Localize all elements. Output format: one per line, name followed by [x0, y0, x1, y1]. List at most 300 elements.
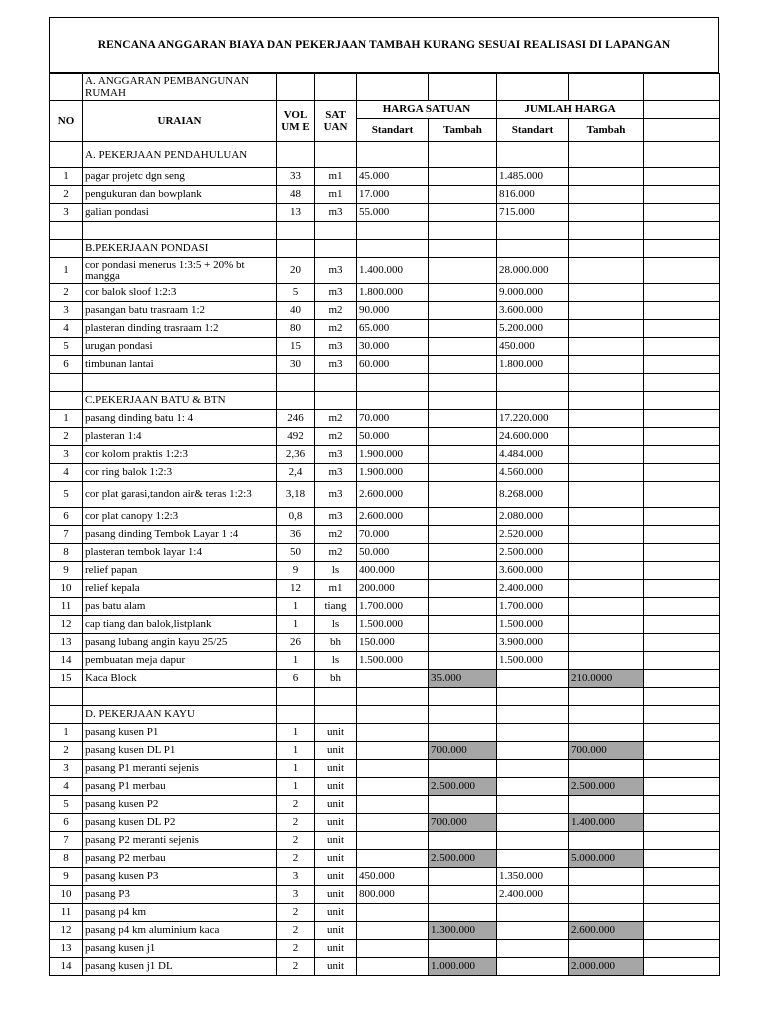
row-no: 11 [50, 598, 83, 616]
document-title [49, 17, 719, 73]
row-jumlah-tambah [569, 526, 644, 544]
row-uraian: pasang kusen j1 [83, 940, 277, 958]
row-uraian: pasang P2 meranti sejenis [83, 832, 277, 850]
row-harga-tambah [429, 186, 497, 204]
row-satuan: bh [315, 670, 357, 688]
empty-cell [644, 796, 720, 814]
row-uraian: pasang lubang angin kayu 25/25 [83, 634, 277, 652]
table-row [50, 670, 720, 688]
row-uraian: pasang p4 km [83, 904, 277, 922]
row-volume: 2 [277, 796, 315, 814]
empty-cell [315, 688, 357, 706]
row-harga-standart: 2.600.000 [357, 508, 429, 526]
row-volume: 15 [277, 338, 315, 356]
row-jumlah-tambah: 5.000.000 [569, 850, 644, 868]
row-volume: 1 [277, 742, 315, 760]
row-jumlah-standart: 3.600.000 [497, 302, 569, 320]
table-row [50, 796, 720, 814]
row-uraian: cor plat garasi,tandon air& teras 1:2:3 [83, 482, 277, 508]
row-satuan: unit [315, 868, 357, 886]
row-uraian: pasang kusen DL P2 [83, 814, 277, 832]
empty-cell [277, 374, 315, 392]
row-jumlah-standart [497, 814, 569, 832]
row-harga-standart: 2.600.000 [357, 482, 429, 508]
row-harga-tambah [429, 580, 497, 598]
row-no: 13 [50, 634, 83, 652]
empty-cell [644, 168, 720, 186]
row-satuan: unit [315, 832, 357, 850]
row-satuan: m1 [315, 168, 357, 186]
empty-cell [644, 832, 720, 850]
empty-cell [357, 222, 429, 240]
empty-cell [277, 706, 315, 724]
row-harga-standart [357, 778, 429, 796]
row-volume: 2 [277, 814, 315, 832]
row-jumlah-standart [497, 670, 569, 688]
row-jumlah-standart: 2.080.000 [497, 508, 569, 526]
row-jumlah-standart [497, 904, 569, 922]
row-uraian: pagar projetc dgn seng [83, 168, 277, 186]
row-harga-tambah [429, 940, 497, 958]
empty-cell [644, 742, 720, 760]
row-volume: 50 [277, 544, 315, 562]
row-jumlah-standart: 24.600.000 [497, 428, 569, 446]
row-satuan: m3 [315, 356, 357, 374]
row-volume: 2 [277, 832, 315, 850]
row-jumlah-standart [497, 760, 569, 778]
row-harga-tambah [429, 508, 497, 526]
empty-cell [50, 706, 83, 724]
row-satuan: m3 [315, 258, 357, 284]
empty-cell [315, 706, 357, 724]
row-satuan: tiang [315, 598, 357, 616]
row-jumlah-standart [497, 832, 569, 850]
empty-cell [277, 142, 315, 168]
row-volume: 9 [277, 562, 315, 580]
table-row [50, 338, 720, 356]
row-harga-standart [357, 922, 429, 940]
row-satuan: unit [315, 922, 357, 940]
row-jumlah-standart: 28.000.000 [497, 258, 569, 284]
row-satuan: m3 [315, 338, 357, 356]
row-harga-standart [357, 724, 429, 742]
empty-cell [569, 142, 644, 168]
row-jumlah-tambah [569, 904, 644, 922]
header-standart-hs: Standart [357, 119, 429, 142]
empty-cell [644, 222, 720, 240]
row-satuan: unit [315, 904, 357, 922]
row-jumlah-standart: 3.600.000 [497, 562, 569, 580]
row-harga-standart [357, 832, 429, 850]
row-volume: 1 [277, 652, 315, 670]
header-standart-jh: Standart [497, 119, 569, 142]
row-harga-tambah [429, 356, 497, 374]
row-no: 4 [50, 778, 83, 796]
row-jumlah-standart [497, 922, 569, 940]
row-no: 9 [50, 562, 83, 580]
empty-cell [497, 222, 569, 240]
row-harga-tambah [429, 868, 497, 886]
row-uraian: pasang kusen DL P1 [83, 742, 277, 760]
row-uraian: pasang dinding batu 1: 4 [83, 410, 277, 428]
row-jumlah-tambah [569, 760, 644, 778]
empty-cell [50, 392, 83, 410]
row-no: 10 [50, 886, 83, 904]
table-row [50, 508, 720, 526]
row-jumlah-tambah [569, 302, 644, 320]
empty-cell [644, 958, 720, 976]
row-harga-tambah [429, 284, 497, 302]
row-jumlah-standart: 8.268.000 [497, 482, 569, 508]
row-harga-tambah: 700.000 [429, 814, 497, 832]
empty-cell [644, 142, 720, 168]
row-harga-standart [357, 670, 429, 688]
empty-cell [644, 356, 720, 374]
row-harga-tambah [429, 204, 497, 222]
row-harga-tambah: 2.500.000 [429, 850, 497, 868]
empty-cell [644, 446, 720, 464]
empty-cell [644, 410, 720, 428]
row-volume: 5 [277, 284, 315, 302]
empty-cell [644, 392, 720, 410]
row-jumlah-tambah: 2.600.000 [569, 922, 644, 940]
row-harga-tambah [429, 562, 497, 580]
table-row [50, 886, 720, 904]
empty-cell [50, 142, 83, 168]
empty-cell [315, 142, 357, 168]
row-harga-standart: 1.500.000 [357, 652, 429, 670]
row-volume: 2,4 [277, 464, 315, 482]
row-no: 7 [50, 526, 83, 544]
row-jumlah-tambah [569, 204, 644, 222]
header-satuan: SAT UAN [315, 101, 357, 142]
row-volume: 1 [277, 724, 315, 742]
table-row [50, 428, 720, 446]
empty-cell [644, 464, 720, 482]
row-jumlah-standart: 2.500.000 [497, 544, 569, 562]
table-row [50, 356, 720, 374]
row-uraian: plasteran 1:4 [83, 428, 277, 446]
row-volume: 2 [277, 904, 315, 922]
empty-cell [357, 688, 429, 706]
row-volume: 40 [277, 302, 315, 320]
row-volume: 1 [277, 778, 315, 796]
section-title-row [50, 706, 720, 724]
spacer-row [50, 222, 720, 240]
empty-cell [497, 392, 569, 410]
row-harga-standart: 70.000 [357, 526, 429, 544]
row-uraian: timbunan lantai [83, 356, 277, 374]
row-uraian: relief kepala [83, 580, 277, 598]
row-jumlah-tambah [569, 356, 644, 374]
table-row [50, 258, 720, 284]
row-harga-tambah [429, 464, 497, 482]
row-uraian: pasang kusen P3 [83, 868, 277, 886]
row-jumlah-standart: 4.484.000 [497, 446, 569, 464]
table-row [50, 302, 720, 320]
row-harga-standart: 400.000 [357, 562, 429, 580]
row-uraian: pas batu alam [83, 598, 277, 616]
row-uraian: pasang kusen P1 [83, 724, 277, 742]
row-jumlah-tambah [569, 796, 644, 814]
table-row [50, 482, 720, 508]
empty-cell [357, 240, 429, 258]
row-uraian: cor pondasi menerus 1:3:5 + 20% bt mangga [83, 258, 277, 284]
row-no: 2 [50, 284, 83, 302]
row-harga-standart: 50.000 [357, 544, 429, 562]
empty-cell [497, 240, 569, 258]
row-no: 8 [50, 544, 83, 562]
table-row [50, 940, 720, 958]
row-satuan: unit [315, 940, 357, 958]
row-jumlah-standart: 1.700.000 [497, 598, 569, 616]
row-satuan: m2 [315, 526, 357, 544]
row-jumlah-tambah: 2.500.000 [569, 778, 644, 796]
row-harga-standart: 450.000 [357, 868, 429, 886]
row-harga-standart: 150.000 [357, 634, 429, 652]
row-satuan: m2 [315, 320, 357, 338]
row-harga-tambah: 1.000.000 [429, 958, 497, 976]
row-satuan: unit [315, 760, 357, 778]
row-uraian: cor balok sloof 1:2:3 [83, 284, 277, 302]
empty-cell [277, 688, 315, 706]
empty-cell [644, 204, 720, 222]
row-harga-tambah [429, 724, 497, 742]
row-volume: 12 [277, 580, 315, 598]
row-jumlah-tambah [569, 832, 644, 850]
table-row [50, 850, 720, 868]
row-no: 14 [50, 652, 83, 670]
empty-cell [644, 482, 720, 508]
row-harga-standart: 65.000 [357, 320, 429, 338]
row-harga-tambah [429, 428, 497, 446]
table-row [50, 598, 720, 616]
header-harga-satuan: HARGA SATUAN [357, 101, 497, 119]
row-jumlah-tambah [569, 410, 644, 428]
row-jumlah-standart [497, 742, 569, 760]
table-row [50, 742, 720, 760]
table-row [50, 616, 720, 634]
empty-cell [429, 142, 497, 168]
row-jumlah-tambah [569, 284, 644, 302]
empty-cell [644, 526, 720, 544]
empty-cell [644, 338, 720, 356]
empty-cell [569, 688, 644, 706]
empty-cell [644, 508, 720, 526]
row-satuan: unit [315, 850, 357, 868]
row-uraian: pasang P1 meranti sejenis [83, 760, 277, 778]
row-satuan: bh [315, 634, 357, 652]
row-jumlah-tambah [569, 482, 644, 508]
row-volume: 1 [277, 598, 315, 616]
row-uraian: plasteran dinding trasraam 1:2 [83, 320, 277, 338]
row-uraian: cor kolom praktis 1:2:3 [83, 446, 277, 464]
row-no: 10 [50, 580, 83, 598]
row-harga-standart: 1.900.000 [357, 464, 429, 482]
row-harga-standart: 30.000 [357, 338, 429, 356]
table-row [50, 320, 720, 338]
header-jumlah-harga: JUMLAH HARGA [497, 101, 644, 119]
row-harga-tambah: 35.000 [429, 670, 497, 688]
row-volume: 6 [277, 670, 315, 688]
section-title: D. PEKERJAAN KAYU [83, 706, 277, 724]
table-row [50, 760, 720, 778]
row-harga-standart [357, 904, 429, 922]
row-no: 14 [50, 958, 83, 976]
row-volume: 0,8 [277, 508, 315, 526]
row-jumlah-tambah: 1.400.000 [569, 814, 644, 832]
row-satuan: m3 [315, 464, 357, 482]
row-no: 13 [50, 940, 83, 958]
row-harga-standart: 50.000 [357, 428, 429, 446]
row-uraian: pasang P2 merbau [83, 850, 277, 868]
row-jumlah-standart: 816.000 [497, 186, 569, 204]
row-jumlah-tambah [569, 940, 644, 958]
row-harga-standart: 200.000 [357, 580, 429, 598]
row-no: 4 [50, 464, 83, 482]
row-no: 1 [50, 168, 83, 186]
empty-cell [644, 670, 720, 688]
row-satuan: m2 [315, 410, 357, 428]
row-volume: 3 [277, 886, 315, 904]
empty-cell [569, 374, 644, 392]
row-jumlah-tambah [569, 634, 644, 652]
row-harga-standart [357, 958, 429, 976]
table-row [50, 724, 720, 742]
empty-cell [644, 652, 720, 670]
table-row [50, 868, 720, 886]
row-jumlah-standart: 1.485.000 [497, 168, 569, 186]
empty-cell [569, 240, 644, 258]
row-satuan: unit [315, 886, 357, 904]
table-row [50, 204, 720, 222]
row-satuan: unit [315, 742, 357, 760]
table-row [50, 580, 720, 598]
row-uraian: cor plat canopy 1:2:3 [83, 508, 277, 526]
table-row [50, 544, 720, 562]
row-jumlah-tambah [569, 868, 644, 886]
row-satuan: m1 [315, 186, 357, 204]
row-jumlah-tambah [569, 320, 644, 338]
empty-cell [83, 688, 277, 706]
row-satuan: m2 [315, 302, 357, 320]
row-satuan: m3 [315, 446, 357, 464]
row-harga-standart: 1.900.000 [357, 446, 429, 464]
empty-cell [50, 240, 83, 258]
row-uraian: galian pondasi [83, 204, 277, 222]
row-no: 5 [50, 482, 83, 508]
empty-cell [315, 392, 357, 410]
row-jumlah-standart [497, 778, 569, 796]
empty-cell [644, 724, 720, 742]
empty-cell [50, 374, 83, 392]
row-satuan: m3 [315, 204, 357, 222]
row-harga-tambah [429, 616, 497, 634]
row-no: 11 [50, 904, 83, 922]
row-no: 2 [50, 742, 83, 760]
table-row [50, 526, 720, 544]
table-row [50, 652, 720, 670]
empty-cell [644, 186, 720, 204]
row-harga-tambah [429, 482, 497, 508]
row-volume: 2 [277, 922, 315, 940]
row-satuan: unit [315, 724, 357, 742]
row-no: 1 [50, 410, 83, 428]
row-harga-standart [357, 796, 429, 814]
header-tambah-hs: Tambah [429, 119, 497, 142]
row-harga-tambah [429, 760, 497, 778]
empty-cell [357, 706, 429, 724]
row-volume: 20 [277, 258, 315, 284]
row-harga-tambah: 700.000 [429, 742, 497, 760]
empty-cell [644, 922, 720, 940]
row-volume: 80 [277, 320, 315, 338]
table-row [50, 814, 720, 832]
row-uraian: pasang p4 km aluminium kaca [83, 922, 277, 940]
row-jumlah-standart [497, 796, 569, 814]
row-jumlah-standart: 3.900.000 [497, 634, 569, 652]
empty-cell [644, 814, 720, 832]
table-row [50, 410, 720, 428]
empty-cell [429, 688, 497, 706]
row-uraian: relief papan [83, 562, 277, 580]
row-volume: 13 [277, 204, 315, 222]
row-volume: 246 [277, 410, 315, 428]
empty-cell [644, 940, 720, 958]
row-no: 6 [50, 814, 83, 832]
table-row [50, 284, 720, 302]
row-harga-tambah [429, 338, 497, 356]
row-harga-tambah [429, 886, 497, 904]
row-jumlah-standart: 2.400.000 [497, 886, 569, 904]
row-satuan: ls [315, 652, 357, 670]
row-uraian: pasang P3 [83, 886, 277, 904]
row-harga-standart: 1.700.000 [357, 598, 429, 616]
row-no: 4 [50, 320, 83, 338]
empty-cell [315, 374, 357, 392]
empty-cell [357, 392, 429, 410]
row-no: 9 [50, 868, 83, 886]
empty-cell [83, 374, 277, 392]
empty-cell [644, 778, 720, 796]
row-jumlah-standart: 1.500.000 [497, 652, 569, 670]
row-no: 1 [50, 724, 83, 742]
row-jumlah-standart: 2.520.000 [497, 526, 569, 544]
empty-cell [569, 392, 644, 410]
empty-cell [429, 392, 497, 410]
row-no: 3 [50, 760, 83, 778]
row-harga-standart [357, 742, 429, 760]
row-no: 3 [50, 446, 83, 464]
table-row [50, 446, 720, 464]
empty-cell [429, 374, 497, 392]
row-satuan: unit [315, 796, 357, 814]
table-row [50, 464, 720, 482]
row-satuan: unit [315, 958, 357, 976]
row-volume: 1 [277, 616, 315, 634]
row-harga-standart: 45.000 [357, 168, 429, 186]
row-jumlah-tambah: 2.000.000 [569, 958, 644, 976]
empty-cell [50, 688, 83, 706]
row-harga-tambah: 1.300.000 [429, 922, 497, 940]
empty-cell [644, 258, 720, 284]
subtitle-row [50, 74, 720, 101]
empty-cell [644, 240, 720, 258]
row-uraian: pasang kusen j1 DL [83, 958, 277, 976]
empty-cell [50, 222, 83, 240]
empty-cell [644, 688, 720, 706]
empty-cell [357, 142, 429, 168]
